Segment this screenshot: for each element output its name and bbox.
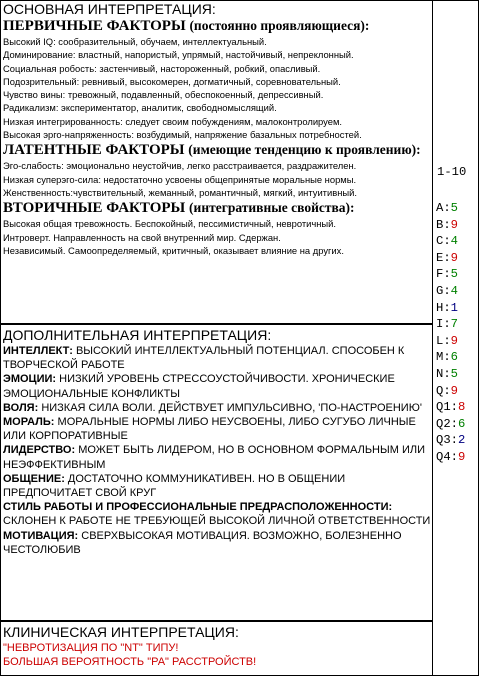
primary-factor-line: Доминирование: властный, напористый, упрямый, настойчивый, непреклонный. (3, 49, 354, 61)
additional-item-text: МОРАЛЬНЫЕ НОРМЫ ЛИБО НЕУСВОЕНЫ, ЛИБО СУГУБО ЛИЧНЫЕ ИЛИ КОРПОРАТИВНЫЕ (3, 416, 416, 443)
score-row-f (436, 266, 478, 283)
additional-title: ДОПОЛНИТЕЛЬНАЯ ИНТЕРПРЕТАЦИЯ: (3, 327, 272, 343)
score-value: 4 (450, 234, 458, 249)
latent-factor-line: Эго-слабость: эмоционально неустойчив, легко расстраивается, раздражителен. (3, 160, 357, 172)
score-value: 9 (450, 250, 458, 265)
additional-interpretation (3, 327, 431, 557)
primary-factor-line: Социальная робость: застенчивый, настороженный, робкий, опасливый. (3, 62, 321, 74)
score-factor: F: (436, 267, 451, 282)
score-value: 2 (457, 433, 466, 448)
score-factor: B: (436, 217, 451, 232)
score-factor: L: (436, 333, 451, 348)
primary-factor-line: Подозрительный: ревнивый, высокомерен, догматичный, соревновательный. (3, 75, 341, 87)
section-divider-main (0, 323, 433, 325)
primary-factor-line: Высокий IQ: сообразительный, обучаем, интеллектуальный. (3, 36, 267, 47)
score-row-q1 (436, 399, 478, 416)
latent-factor-line: Низкая суперэго-сила: недостаточно усвоены общепринятые моральные нормы. (3, 173, 357, 185)
score-range-label: 1-10 (437, 165, 467, 179)
score-row-h (436, 300, 478, 317)
additional-item-text: ВЫСОКИЙ ИНТЕЛЛЕКТУАЛЬНЫЙ ПОТЕНЦИАЛ. СПОСОБЕН К ТВОРЧЕСКОЙ РАБОТЕ (3, 345, 405, 372)
score-factor: I: (436, 317, 451, 332)
clinical-title: КЛИНИЧЕСКАЯ ИНТЕРПРЕТАЦИЯ: (3, 624, 239, 640)
score-factor: Q2: (436, 416, 458, 431)
latent-factor-line: Женственность:чувствительный, жеманный, романтичный, мягкий, интуитивный. (3, 186, 357, 198)
secondary-factor-line: Интроверт. Направленность на свой внутренний мир. Сдержан. (3, 231, 281, 243)
score-value: 4 (450, 283, 458, 298)
primary-factors-heading (3, 17, 431, 35)
latent-factors-list (3, 159, 431, 199)
score-factor: A: (436, 201, 451, 215)
score-row-q (436, 383, 478, 400)
score-row-c (436, 233, 478, 250)
score-value: 9 (450, 333, 458, 348)
score-value: 8 (457, 400, 466, 415)
primary-factors-list (3, 35, 431, 141)
additional-item-label: МОРАЛЬ: (3, 416, 55, 429)
additional-item-morality (3, 415, 431, 443)
score-factor: H: (436, 300, 451, 315)
additional-item-intellect (3, 344, 431, 372)
additional-item-text: НИЗКАЯ СИЛА ВОЛИ. ДЕЙСТВУЕТ ИМПУЛЬСИВНО, 'ПО-НАСТРОЕНИЮ' (41, 401, 422, 414)
additional-item-text: МОЖЕТ БЫТЬ ЛИДЕРОМ, НО В ОСНОВНОМ ФОРМАЛЬНЫМ ИЛИ НЕЭФФЕКТИВНЫМ (3, 444, 425, 471)
score-factor: C: (436, 234, 451, 249)
latent-factors-title: ЛАТЕНТНЫЕ ФАКТОРЫ (3, 142, 185, 159)
secondary-factors-subtitle: (интегративные свойства): (189, 200, 355, 216)
secondary-factor-line: Высокая общая тревожность. Беспокойный, пессимистичный, невротичный. (3, 218, 337, 230)
additional-item-text: СВЕРХВЫСОКАЯ МОТИВАЦИЯ. ВОЗМОЖНО, БОЛЕЗНЕННО ЧЕСТОЛЮБИВ (3, 529, 402, 556)
clinical-interpretation (3, 624, 431, 669)
score-value: 5 (450, 267, 458, 282)
additional-item-motivation (3, 529, 431, 557)
score-row-a (436, 200, 478, 217)
score-value: 6 (450, 350, 458, 365)
score-value: 7 (450, 317, 458, 332)
secondary-factors-list (3, 217, 431, 257)
main-title: ОСНОВНАЯ ИНТЕРПРЕТАЦИЯ: (3, 1, 216, 17)
score-row-g (436, 283, 478, 300)
main-interpretation (3, 1, 431, 257)
additional-item-label: ИНТЕЛЛЕКТ: (3, 345, 73, 357)
additional-item-label: ВОЛЯ: (3, 401, 39, 414)
score-row-q4 (436, 449, 478, 466)
primary-factor-line: Чувство вины: тревожный, подавленный, обеспокоенный, депрессивный. (3, 89, 324, 101)
score-row-q3 (436, 432, 478, 449)
score-factor: G: (436, 283, 451, 298)
score-value: 9 (457, 449, 466, 464)
score-list (436, 200, 478, 466)
additional-item-label: СТИЛЬ РАБОТЫ И ПРОФЕССИОНАЛЬНЫЕ ПРЕДРАСПОЛОЖЕННОСТИ: (3, 501, 393, 514)
score-value: 6 (457, 416, 466, 431)
additional-item-label: ЭМОЦИИ: (3, 373, 57, 386)
score-factor: E: (436, 250, 451, 265)
score-row-i (436, 316, 478, 333)
additional-item-label: ОБЩЕНИЕ: (3, 472, 65, 485)
secondary-factors-title: ВТОРИЧНЫЕ ФАКТОРЫ (3, 200, 186, 217)
score-factor: Q1: (436, 400, 458, 415)
score-row-e (436, 250, 478, 267)
score-factor: Q: (436, 383, 451, 398)
score-value: 9 (450, 217, 458, 232)
column-divider (432, 0, 433, 676)
additional-item-leadership (3, 443, 431, 471)
score-value: 9 (450, 383, 458, 398)
primary-factor-line: Радикализм: экспериментатор, аналитик, свободномыслящий. (3, 102, 277, 114)
latent-factors-subtitle: (имеющие тенденцию к проявлению): (188, 142, 421, 158)
secondary-factors-heading (3, 199, 431, 217)
score-row-b (436, 217, 478, 234)
latent-factors-heading (3, 141, 431, 159)
score-row-m (436, 349, 478, 366)
score-factor: M: (436, 350, 451, 365)
score-row-l (436, 333, 478, 350)
score-row-q2 (436, 416, 478, 433)
section-divider-additional (0, 620, 433, 622)
additional-item-work-style (3, 500, 431, 528)
clinical-line: БОЛЬШАЯ ВЕРОЯТНОСТЬ "РА" РАССТРОЙСТВ! (3, 656, 257, 669)
score-factor: N: (436, 366, 451, 381)
primary-factor-line: Низкая интегрированность: следует своим побуждениям, малоконтролируем. (3, 115, 343, 127)
additional-item-text: ДОСТАТОЧНО КОММУНИКАТИВЕН. НО В ОБЩЕНИИ ПРЕДПОЧИТАЕТ СВОЙ КРУГ (3, 472, 346, 500)
score-value: 5 (450, 201, 458, 215)
additional-item-text: НИЗКИЙ УРОВЕНЬ СТРЕССОУСТОЙЧИВОСТИ. ХРОНИЧЕСКИЕ ЭМОЦИОНАЛЬНЫЕ КОНФЛИКТЫ (3, 373, 395, 400)
clinical-line: "НЕВРОТИЗАЦИЯ ПО "NT" ТИПУ! (3, 642, 179, 654)
score-factor: Q4: (436, 449, 458, 464)
score-factor: Q3: (436, 433, 458, 448)
primary-factors-title: ПЕРВИЧНЫЕ ФАКТОРЫ (3, 18, 186, 34)
primary-factors-subtitle: (постоянно проявляющиеся): (189, 18, 370, 33)
additional-item-label: ЛИДЕРСТВО: (3, 444, 76, 457)
additional-item-text: СКЛОНЕН К РАБОТЕ НЕ ТРЕБУЮЩЕЙ ВЫСОКОЙ ЛИЧНОЙ ОТВЕТСТВЕННОСТИ (3, 515, 431, 528)
additional-item-will (3, 401, 431, 415)
score-value: 1 (450, 300, 458, 315)
secondary-factor-line: Независимый. Самоопределяемый, критичный, оказывает влияние на других. (3, 244, 344, 256)
additional-item-emotions (3, 372, 431, 400)
additional-item-label: МОТИВАЦИЯ: (3, 529, 79, 542)
additional-item-communication (3, 472, 431, 500)
score-value: 5 (450, 366, 458, 381)
score-row-n (436, 366, 478, 383)
primary-factor-line: Высокая эрго-напряженность: возбудимый, напряжение базальных потребностей. (3, 129, 362, 141)
